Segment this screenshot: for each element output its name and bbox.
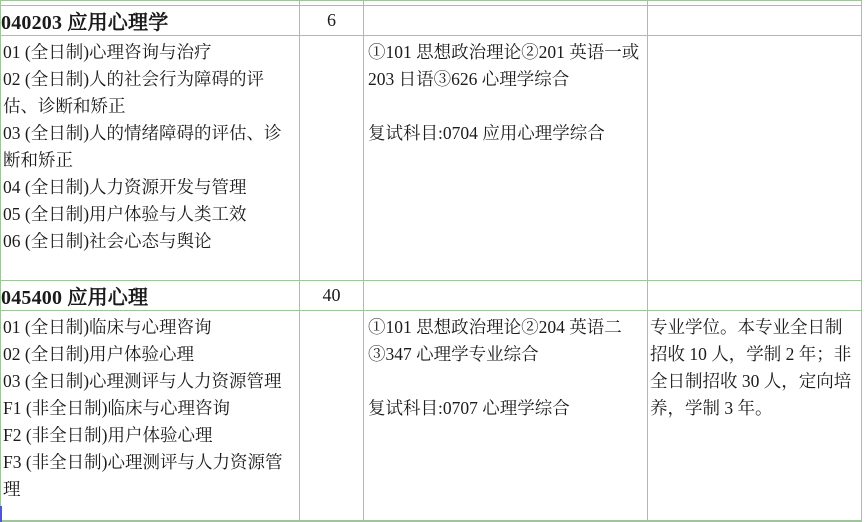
directions-list: [1, 311, 299, 503]
empty-cell: [364, 6, 648, 36]
exam-subjects-cell: [364, 311, 648, 522]
direction-item: 01 (全日制)心理咨询与治疗: [3, 42, 212, 62]
remarks-text: 专业学位。本专业全日制招收 10 人，学制 2 年；非全日制招收 30 人，定向培养，学制 3 年。: [650, 317, 852, 418]
direction-item: 04 (全日制)人力资源开发与管理: [3, 177, 247, 197]
remarks-cell: [648, 311, 862, 522]
direction-item: 02 (全日制)用户体验心理: [3, 344, 195, 364]
direction-item: 02 (全日制)人的社会行为障碍的评估、诊断和矫正: [3, 69, 265, 116]
directions-list: [1, 36, 299, 255]
program-header-row: [1, 281, 862, 311]
program-detail-row: [1, 36, 862, 281]
empty-cell: [300, 36, 364, 281]
direction-item: 03 (全日制)人的情绪障碍的评估、诊断和矫正: [3, 123, 282, 170]
empty-cell: [364, 281, 648, 311]
remarks-text: [648, 36, 861, 39]
direction-item: 06 (全日制)社会心态与舆论: [3, 231, 212, 251]
initial-exam-subjects: ①101 思想政治理论②201 英语一或 203 日语③626 心理学综合: [368, 42, 640, 89]
direction-item: F1 (非全日制)临床与心理咨询: [3, 398, 231, 418]
empty-cell: [648, 6, 862, 36]
initial-exam-subjects: ①101 思想政治理论②204 英语二③347 心理学专业综合: [368, 317, 622, 364]
direction-item: F2 (非全日制)用户体验心理: [3, 425, 213, 445]
text-cursor: [0, 506, 2, 522]
program-code-title: 040203 应用心理学: [1, 6, 300, 36]
retest-subject: 复试科目:0704 应用心理学综合: [368, 123, 605, 143]
direction-item: 03 (全日制)心理测评与人力资源管理: [3, 371, 282, 391]
exam-subjects-cell: [364, 36, 648, 281]
quota-cell: 6: [300, 6, 364, 36]
program-code-title: 045400 应用心理: [1, 281, 300, 311]
direction-item: 01 (全日制)临床与心理咨询: [3, 317, 212, 337]
program-detail-row: [1, 311, 862, 522]
empty-cell: [300, 311, 364, 522]
quota-cell: 40: [300, 281, 364, 311]
directions-cell: [1, 311, 300, 522]
remarks-cell: [648, 36, 862, 281]
program-header-row: [1, 6, 862, 36]
directions-cell: [1, 36, 300, 281]
empty-cell: [648, 281, 862, 311]
direction-item: F3 (非全日制)心理测评与人力资源管理: [3, 452, 283, 499]
retest-subject: 复试科目:0707 心理学综合: [368, 398, 570, 418]
direction-item: 05 (全日制)用户体验与人类工效: [3, 204, 247, 224]
